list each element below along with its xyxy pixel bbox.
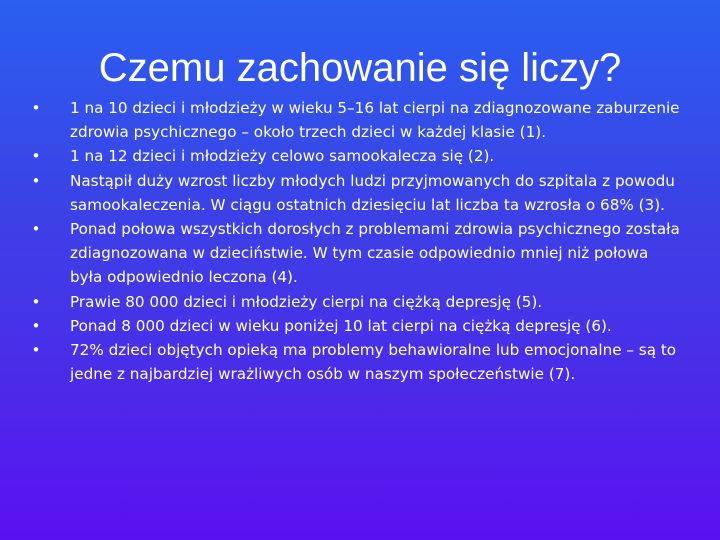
bullet-text: 1 na 10 dzieci i młodzieży w wieku 5–16 lat cierpi na zdiagnozowane zaburzenie zdrowia psychicznego – około trzech dzieci w każdej klasie (1).	[70, 99, 680, 142]
bullet-text: 72% dzieci objętych opieką ma problemy behawioralne lub emocjonalne – są to jedne z najbardziej wrażliwych osób w naszym społeczeństwie (7).	[70, 341, 677, 384]
bullet-icon: •	[31, 220, 41, 239]
bullet-list	[24, 96, 684, 386]
bullet-icon: •	[31, 341, 41, 360]
bullet-icon: •	[31, 292, 41, 311]
bullet-text: Ponad 8 000 dzieci w wieku poniżej 10 lat cierpi na ciężką depresję (6).	[70, 316, 612, 335]
bullet-item	[24, 217, 684, 290]
bullet-item	[24, 169, 684, 217]
bullet-text: Nastąpił duży wzrost liczby młodych ludzi przyjmowanych do szpitala z powodu samookaleczenia. W ciągu ostatnich dziesięciu lat liczba ta wzrosła o 68% (3).	[70, 171, 675, 214]
bullet-icon: •	[31, 99, 41, 117]
slide-title: Czemu zachowanie się liczy?	[98, 46, 622, 90]
bullet-item	[24, 290, 684, 314]
bullet-icon: •	[31, 316, 41, 335]
bullet-item	[24, 338, 684, 386]
bullet-item	[24, 96, 684, 144]
bullet-text: Ponad połowa wszystkich dorosłych z problemami zdrowia psychicznego została zdiagnozowana w dzieciństwie. W tym czasie odpowiednio mniej niż połowa była odpowiednio leczona (4).	[70, 220, 680, 287]
bullet-icon: •	[31, 147, 41, 166]
bullet-icon: •	[31, 171, 41, 190]
bullet-item	[24, 144, 684, 168]
bullet-text: Prawie 80 000 dzieci i młodzieży cierpi na ciężką depresję (5).	[70, 292, 543, 311]
bullet-item	[24, 314, 684, 338]
bullet-text: 1 na 12 dzieci i młodzieży celowo samookalecza się (2).	[70, 147, 495, 166]
